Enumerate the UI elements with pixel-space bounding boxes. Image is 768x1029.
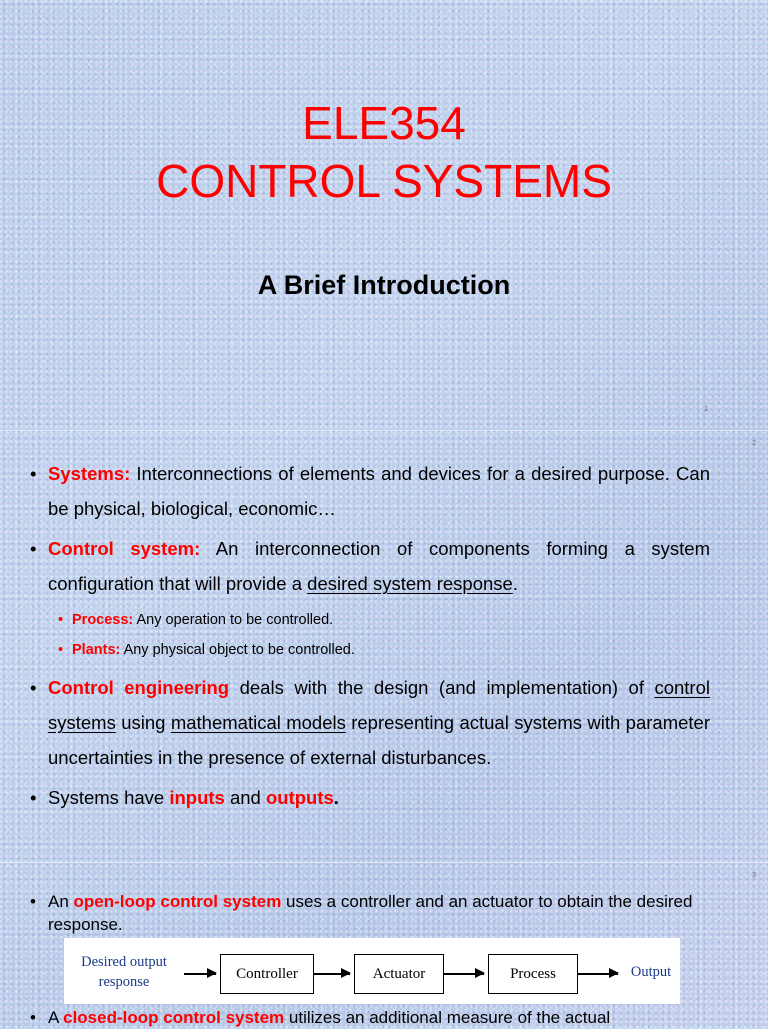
arrow-actuator-process (444, 973, 484, 975)
bullet-closed-loop (30, 1006, 728, 1029)
definition-list (30, 456, 710, 820)
course-title: CONTROL SYSTEMS (156, 155, 612, 207)
slide-definitions (0, 430, 768, 862)
term-control-engineering: Control engineering (48, 677, 230, 698)
arrow-controller-actuator (314, 973, 350, 975)
slide-loop-systems (0, 862, 768, 1027)
ce-text-2: using (115, 712, 171, 733)
control-system-end: . (512, 573, 518, 594)
ce-text-1: deals with the design (and implementation) of (229, 677, 655, 698)
term-systems: Systems: (48, 463, 131, 484)
diagram-output-label: Output (630, 964, 672, 980)
bullet-control-engineering (30, 670, 710, 775)
control-system-text: An interconnection of components forming a system configuration that will provide a (48, 538, 710, 594)
course-code: ELE354 (302, 97, 466, 149)
io-text-2: and (224, 787, 266, 808)
io-text-3: . (333, 787, 339, 808)
process-text: Any operation to be controlled. (133, 612, 334, 628)
diagram-input-label (68, 952, 180, 992)
term-outputs: outputs (265, 787, 334, 808)
bullet-control-system (30, 531, 710, 665)
block-actuator: Actuator (354, 954, 444, 994)
closed-loop-text-2: utilizes an additional measure of the actual (284, 1008, 611, 1027)
term-process: Process: (72, 612, 134, 628)
control-systems-underlined: control systems (48, 677, 710, 733)
page-number: 2 (752, 440, 756, 447)
term-open-loop: open-loop control system (73, 892, 282, 911)
page-number: 1 (704, 406, 708, 413)
ce-text-3: representing actual systems with parameter uncertainties in the presence of external disturbances. (48, 712, 710, 768)
input-label-line1: Desired output (81, 954, 167, 970)
bullet-systems (30, 456, 710, 526)
term-control-system: Control system: (48, 538, 201, 559)
control-system-subitems (48, 605, 710, 665)
term-plants: Plants: (72, 642, 121, 658)
subitem-plants (58, 635, 710, 665)
plants-text: Any physical object to be controlled. (120, 642, 355, 658)
page-number: 3 (752, 872, 756, 879)
slide-title (0, 0, 768, 430)
block-process: Process (488, 954, 578, 994)
term-inputs: inputs (169, 787, 225, 808)
io-text-1: Systems have (48, 787, 170, 808)
bullet-open-loop (30, 890, 728, 936)
block-controller: Controller (220, 954, 314, 994)
bullet-inputs-outputs (30, 780, 710, 815)
systems-text: Interconnections of elements and devices for a desired purpose. Can be physical, biological, economic… (48, 463, 710, 519)
term-closed-loop: closed-loop control system (63, 1008, 285, 1027)
open-loop-block-diagram (64, 938, 680, 1004)
arrow-input (184, 973, 216, 975)
desired-response-link: desired system response (307, 573, 513, 594)
closed-loop-text-1: A (48, 1008, 64, 1027)
mathematical-models-underlined: mathematical models (170, 712, 346, 733)
input-label-line2: response (98, 974, 150, 990)
subtitle: A Brief Introduction (257, 270, 511, 300)
open-loop-text-2: uses a controller and an actuator to obtain the desired response. (48, 892, 693, 934)
subitem-process (58, 605, 710, 635)
open-loop-text-1: An (48, 892, 74, 911)
arrow-output (578, 973, 618, 975)
